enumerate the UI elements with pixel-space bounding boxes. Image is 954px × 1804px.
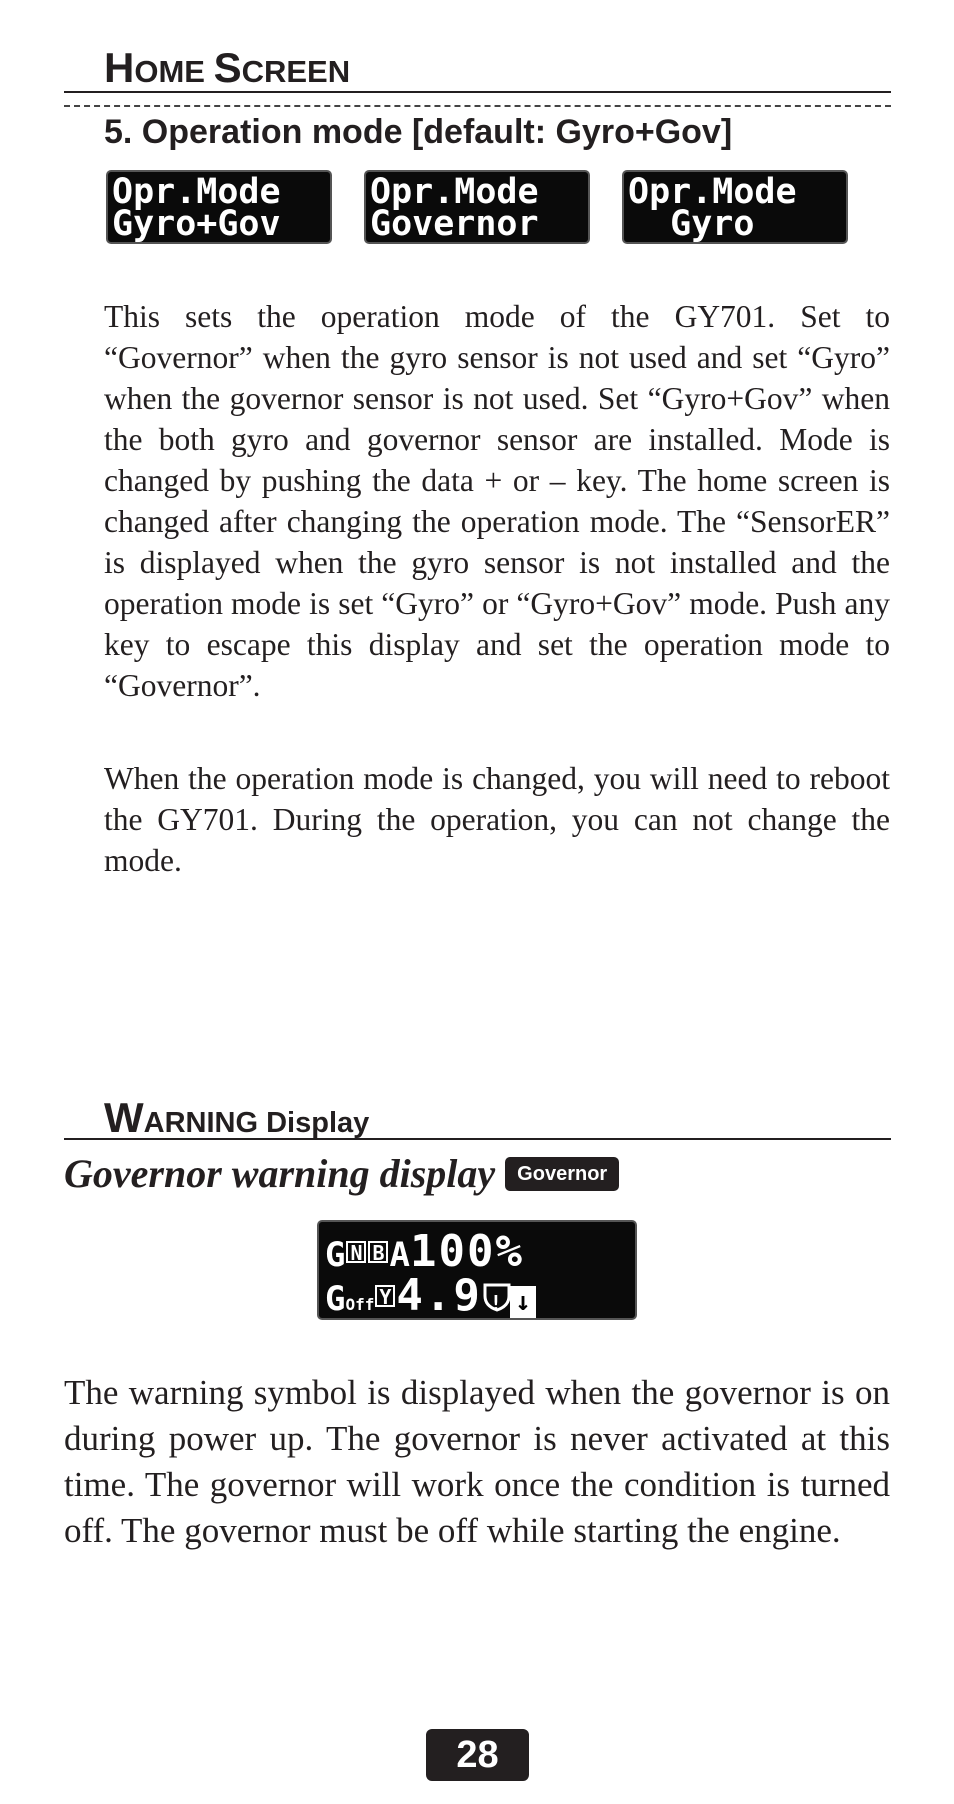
a-indicator: A bbox=[389, 1235, 410, 1275]
title-initial: W bbox=[104, 1094, 144, 1141]
warning-mark: ! bbox=[489, 1291, 502, 1315]
title-tail: Display bbox=[258, 1107, 370, 1139]
title-small-caps: ARNING bbox=[143, 1107, 259, 1139]
governor-badge: Governor bbox=[505, 1157, 619, 1191]
lcd-row-2 bbox=[325, 1270, 629, 1321]
title-initial: S bbox=[213, 44, 242, 91]
lcd-row-1 bbox=[325, 1226, 629, 1277]
b-indicator-icon: B bbox=[368, 1241, 388, 1263]
section-rule bbox=[64, 1138, 891, 1140]
section-rule bbox=[64, 91, 891, 93]
n-indicator-icon: N bbox=[346, 1241, 366, 1263]
page-number: 28 bbox=[426, 1729, 529, 1781]
lcd-screen-gyro bbox=[624, 172, 846, 242]
y-indicator-icon: Y bbox=[375, 1285, 395, 1307]
down-arrow-icon: ↓ bbox=[510, 1286, 536, 1318]
section-title-warning-display bbox=[104, 1094, 369, 1142]
lcd-screen-gyro-gov bbox=[108, 172, 330, 242]
lcd-line: Opr.Mode bbox=[112, 172, 281, 212]
lcd-line: Gyro bbox=[628, 204, 797, 244]
lcd-governor-warning bbox=[319, 1222, 635, 1321]
off-indicator: Off bbox=[345, 1295, 375, 1314]
lcd-line: Opr.Mode bbox=[628, 172, 797, 212]
lcd-screen-governor bbox=[366, 172, 588, 242]
lcd-line: Opr.Mode bbox=[370, 172, 539, 212]
title-small-caps: OME bbox=[134, 54, 214, 89]
lcd-line: Gyro+Gov bbox=[112, 204, 281, 244]
throttle-percent: 100% bbox=[409, 1226, 524, 1277]
subheading-governor-warning bbox=[64, 1150, 619, 1197]
lcd-line: Governor bbox=[370, 204, 539, 244]
operation-mode-paragraph: This sets the operation mode of the GY701. Set to “Governor” when the gyro sensor is not used and set “Gyro” when the governor sensor is not used. Set “Gyro+Gov” when the both gyro and governor sensor are installed. Mode is changed by pushing the data + or – key. The home screen is changed after changing the operation mode. The “SensorER” is displayed when the gyro sensor is not installed and the operation mode is set “Gyro” or “Gyro+Gov” mode. Push any key to escape this display and set the operation mode to “Governor”. bbox=[104, 299, 890, 703]
subheading-operation-mode: 5. Operation mode [default: Gyro+Gov] bbox=[104, 113, 733, 151]
reboot-paragraph: When the operation mode is changed, you will need to reboot the GY701. During the operation, you can not change the mode. bbox=[104, 761, 890, 878]
governor-mode-icon: G bbox=[325, 1235, 346, 1275]
warning-paragraph: The warning symbol is displayed when the governor is on during power up. The governor is never activated at this time. The governor will work once the condition is turned off. The governor must be off while starting the engine. bbox=[64, 1373, 890, 1550]
section-title-home-screen bbox=[104, 44, 350, 92]
title-initial: H bbox=[104, 44, 135, 91]
subheading-text: Governor warning display bbox=[64, 1151, 496, 1196]
governor-mode-icon: G bbox=[325, 1279, 346, 1319]
title-small-caps: CREEN bbox=[241, 54, 351, 89]
voltage-value: 4.9 bbox=[396, 1270, 482, 1321]
section-dashed-rule bbox=[64, 105, 891, 107]
